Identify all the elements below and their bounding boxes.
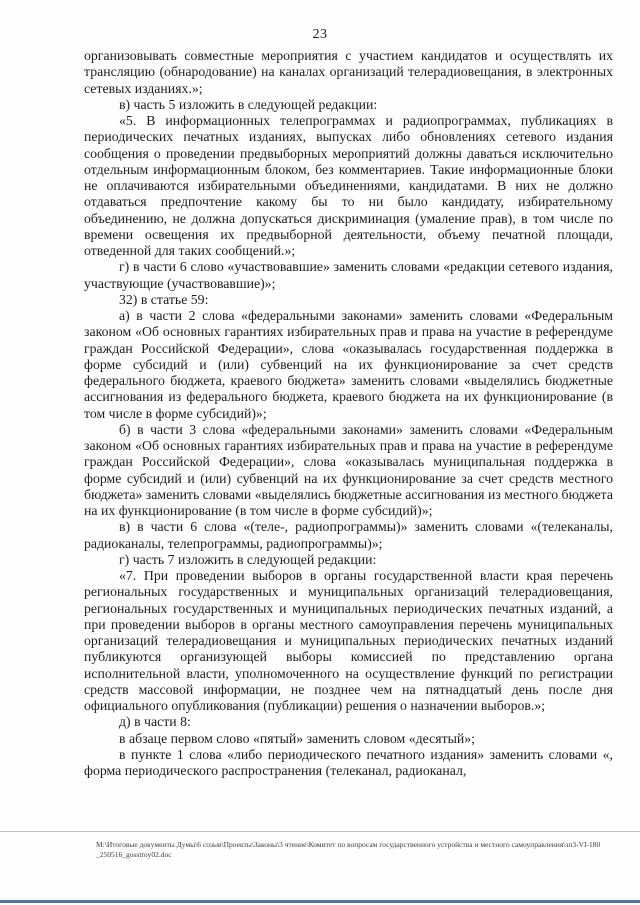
paragraph: в пункте 1 слова «либо периодического печатного издания» заменить словами «, форма периодического распространения (телеканал, радиоканал, — [84, 746, 613, 778]
document-body — [84, 48, 613, 830]
paragraph: б) в части 3 слова «федеральными законами» заменить словами «Федеральным законом «Об основных гарантиях избирательных прав и права на участие в референдуме граждан Российской Федерации», слова «оказывалась муниципальная поддержка в форме субсидий и (или) субвенций на их функционирование за счет средств местного бюджета» заменить словами «выделялись бюджетные ассигнования из местного бюджета на их функционирование (в том числе в форме субсидий)»; — [84, 421, 613, 518]
scan-edge-line — [0, 900, 640, 903]
paragraph: «5. В информационных телепрограммах и радиопрограммах, публикациях в периодических печатных изданиях, выпусках либо обновлениях сетевого издания сообщения о проведении предвыборных мероприятий должны даваться исключительно отдельным информационным блоком, без комментариев. Такие информационные блоки не оплачиваются избирательными объединениями, кандидатами. В них не должно отдаваться предпочтение какому бы то ни было кандидату, избирательному объединению, не должна допускаться дискриминация (умаление прав), в том числе по времени освещения их предвыборной деятельности, объему печатной площади, отведенной для таких сообщений.»; — [84, 113, 613, 258]
paragraph: организовывать совместные мероприятия с участием кандидатов и осуществлять их трансляцию (обнародование) на каналах организаций телерадиовещания, в электронных сетевых изданиях.»; — [84, 48, 613, 96]
paragraph: д) в части 8: — [119, 714, 191, 730]
paragraph: в абзаце первом слово «пятый» заменить словом «десятый»; — [119, 730, 475, 746]
paragraph: г) часть 7 изложить в следующей редакции: — [119, 551, 377, 567]
footer-file-path: М:\Итоговые документы Думы\6 созыв\Проекты\Законы\3 чтение\Комитет по вопросам государственного устройства и местного самоуправления\зп3-VI-180_250516_gosstroy02.doc — [96, 840, 601, 859]
paragraph: г) в части 6 слово «участвовавшие» заменить словами «редакции сетевого издания, участвующие (участвовавшие)»; — [84, 259, 613, 291]
paragraph: в) часть 5 изложить в следующей редакции: — [119, 96, 378, 112]
page-number: 23 — [312, 27, 328, 42]
paragraph: в) в части 6 слова «(теле-, радиопрограммы)» заменить словами «(телеканалы, радиоканалы, телепрограммы, радиопрограммы)»; — [84, 519, 613, 551]
paragraph: 32) в статье 59: — [119, 291, 209, 307]
footer-separator — [0, 831, 640, 832]
paragraph: а) в части 2 слова «федеральными законами» заменить словами «Федеральным законом «Об основных гарантиях избирательных прав и права на участие в референдуме граждан Российской Федерации», слова «оказывалась государственная поддержка в форме субсидий и (или) субвенций на их функционирование за счет средств федерального бюджета, краевого бюджета» заменить словами «выделялись бюджетные ассигнования из федерального бюджета, краевого бюджета на их функционирование (в том числе в форме субсидий)»; — [84, 308, 613, 421]
paragraph: «7. При проведении выборов в органы государственной власти края перечень региональных государственных и муниципальных организаций телерадиовещания, региональных государственных и муниципальных периодических печатных изданий, а при проведении выборов в органы местного самоуправления перечень муниципальных организаций телерадиовещания и муниципальных периодических печатных изданий публикуются организующей выборы комиссией по представлению органа исполнительной власти, уполномоченного на осуществление функций по регистрации средств массовой информации, не позднее чем на пятнадцатый день после дня официального опубликования (публикации) решения о назначении выборов.»; — [84, 568, 613, 713]
